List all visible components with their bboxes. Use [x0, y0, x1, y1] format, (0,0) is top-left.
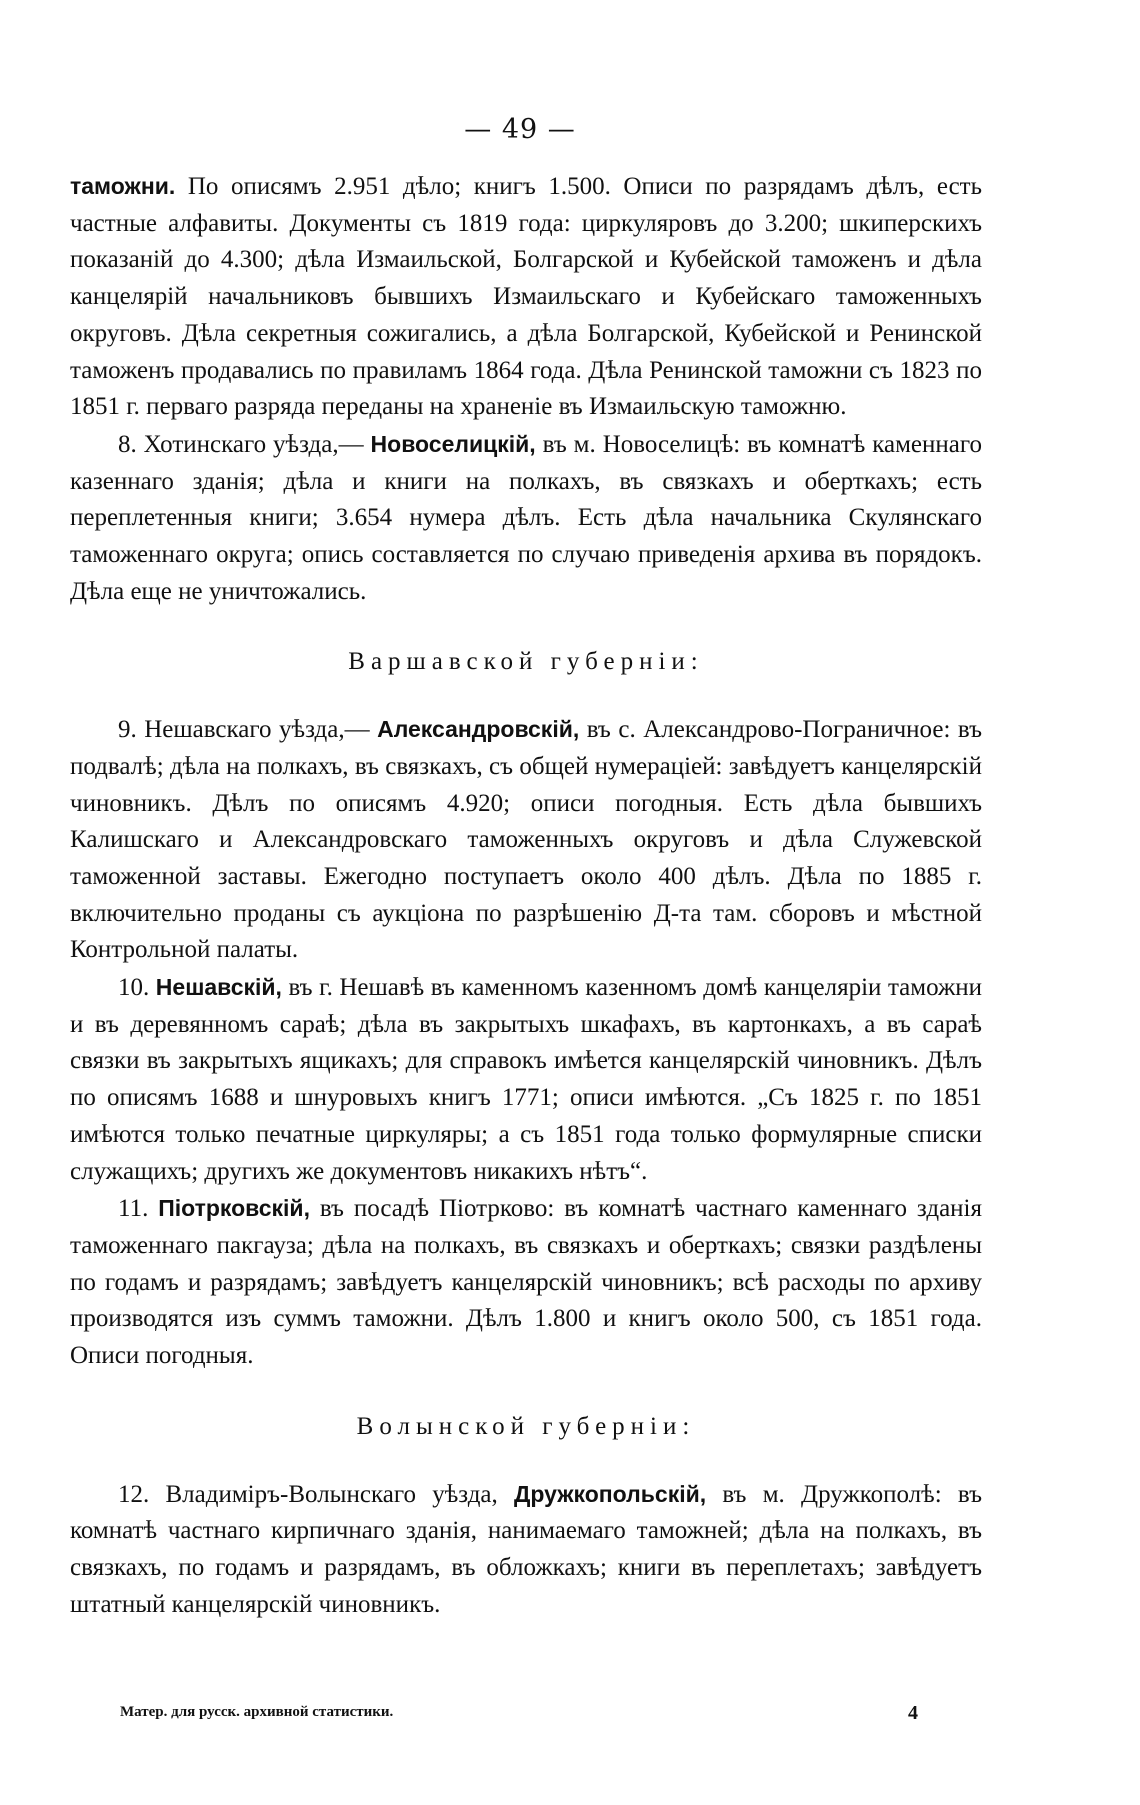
paragraph-continuation [70, 168, 982, 426]
page-footer [120, 1702, 980, 1724]
paragraph-text: въ м. Новоселицѣ: въ комнатѣ каменнаго казеннаго зданія; дѣла и книги на полкахъ, въ связкахъ и оберткахъ; есть переплетенныя книги; 3.654 нумера дѣлъ. Есть дѣла начальника Скулянскаго таможеннаго округа; опись составляется по случаю приведенія архива въ порядокъ. Дѣла еще не уничтожались. [70, 430, 982, 605]
bold-term: Новоселицкій, [370, 430, 536, 457]
bold-term: Дружкопольскій, [514, 1480, 707, 1507]
body-text [70, 168, 982, 1623]
paragraph-11 [70, 1190, 982, 1375]
signature-number: 4 [908, 1702, 918, 1724]
paragraph-8 [70, 426, 982, 611]
paragraph-12 [70, 1476, 982, 1624]
bold-term: Александровскій, [377, 716, 580, 743]
paragraph-10 [70, 969, 982, 1190]
paragraph-text: въ посадѣ Піотрково: въ комнатѣ частнаго каменнаго зданія таможеннаго пакгауза; дѣла на полкахъ, въ связкахъ и оберткахъ; связки раздѣлены по годамъ и разрядамъ; завѣдуетъ канцелярскій чиновникъ; всѣ расходы по архиву производятся изъ суммъ таможни. Дѣлъ 1.800 и книгъ около 500, съ 1851 года. Описи погодныя. [70, 1195, 982, 1370]
paragraph-lead: 12. Владиміръ-Волынскаго уѣзда, [118, 1480, 515, 1508]
paragraph-text: въ м. Дружкополѣ: въ комнатѣ частнаго кирпичнаго зданія, нанимаемаго таможней; дѣла на полкахъ, въ связкахъ, по годамъ и разрядамъ, въ обложкахъ; книги въ переплетахъ; завѣдуетъ штатный канцелярскій чиновникъ. [70, 1480, 982, 1618]
footer-title: Матер. для русск. архивной статистики. [120, 1704, 394, 1720]
bold-term: Піотрковскій, [158, 1195, 310, 1222]
bold-term: таможни. [70, 173, 176, 199]
paragraph-lead: 9. Нешавскаго уѣзда,— [118, 716, 378, 744]
paragraph-lead: 11. [118, 1195, 159, 1223]
section-heading-volyn: Волынской губерніи: [356, 1412, 696, 1440]
paragraph-lead: 10. [118, 974, 156, 1002]
paragraph-9 [70, 711, 982, 969]
paragraph-text: въ г. Нешавѣ въ каменномъ казенномъ домѣ канцеляріи таможни и въ деревянномъ сараѣ; дѣла въ закрытыхъ шкафахъ, въ картонкахъ, а въ сараѣ связки въ закрытыхъ ящикахъ; для справокъ имѣется канцелярскій чиновникъ. Дѣлъ по описямъ 1688 и шнуровыхъ книгъ 1771; описи имѣются. „Съ 1825 г. по 1851 имѣются только печатные циркуляры; а съ 1851 года только формулярные списки служащихъ; другихъ же документовъ никакихъ нѣтъ“. [70, 974, 982, 1185]
section-heading-warsaw: Варшавской губерніи: [348, 648, 704, 676]
paragraph-text: По описямъ 2.951 дѣло; книгъ 1.500. Описи по разрядамъ дѣлъ, есть частные алфавиты. Документы съ 1819 года: циркуляровъ до 3.200; шкиперскихъ показаній до 4.300; дѣла Измаильской, Болгарской и Кубейской таможенъ и дѣла канцелярій начальниковъ бывшихъ Измаильскаго и Кубейскаго таможенныхъ округовъ. Дѣла секретныя сожигались, а дѣла Болгарской, Кубейской и Ренинской таможенъ продавались по правиламъ 1864 года. Дѣла Ренинской таможни съ 1823 по 1851 г. перваго разряда переданы на храненіе въ Измаильскую таможню. [70, 173, 982, 421]
page-number: — 49 — [464, 114, 576, 145]
paragraph-text: въ с. Александрово-Пограничное: въ подвалѣ; дѣла на полкахъ, въ связкахъ, съ общей нумераціей: завѣдуетъ канцелярскій чиновникъ. Дѣлъ по описямъ 4.920; описи погодныя. Есть дѣла бывшихъ Калишскаго и Александровскаго таможенныхъ округовъ и дѣла Служевской таможенной заставы. Ежегодно поступаетъ около 400 дѣлъ. Дѣла по 1885 г. включительно проданы съ аукціона по разрѣшенію Д-та там. сборовъ и мѣстной Контрольной палаты. [70, 716, 982, 964]
bold-term: Нешавскій, [155, 974, 282, 1001]
paragraph-lead: 8. Хотинскаго уѣзда,— [118, 430, 371, 458]
